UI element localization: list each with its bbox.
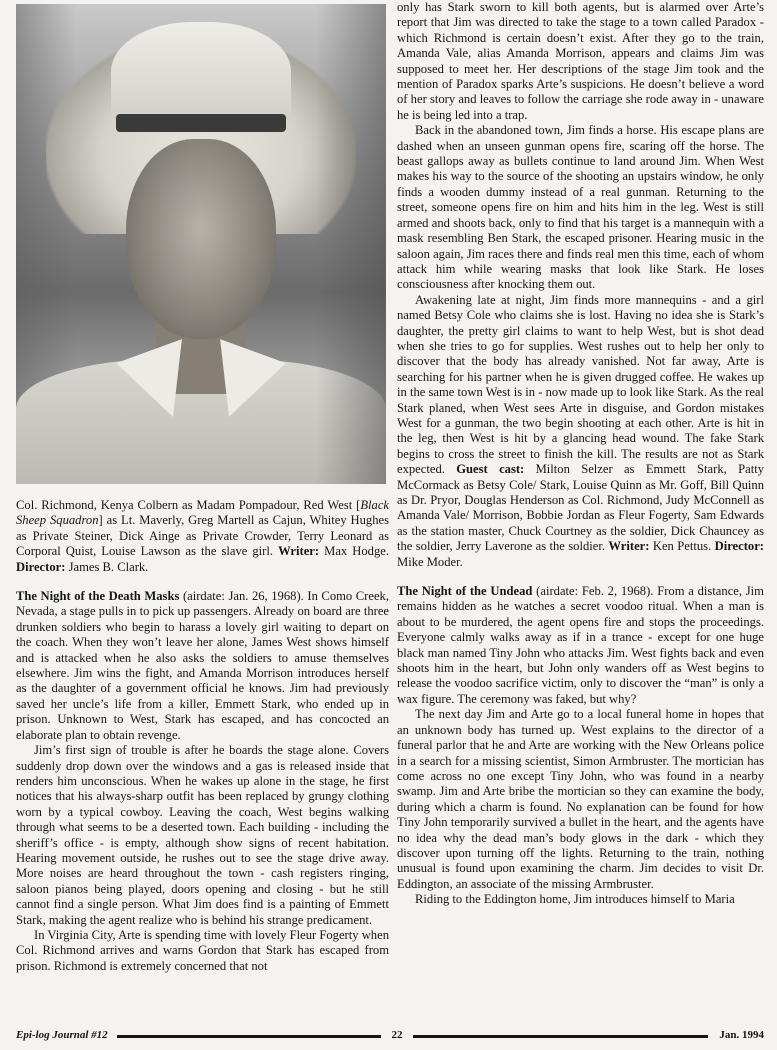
body-paragraph: only has Stark sworn to kill both agents, but is alarmed over Arte’s report that Jim was directed to take the stage to a town called Paradox - which Richmond is certain doesn’t exist. After they go to the train, Amanda Vale, alias Amanda Morrison, appears and claims Jim was supposed to meet her. Her descriptions of the stage Jim took and the mention of Paradox sparks Arte’s suspicions. He doesn’t believe a word of her story and leaves to follow the carriage she rode away in - unaware he is being led into a trap. — [397, 0, 764, 122]
body-text: Awakening late at night, Jim finds more mannequins - and a girl named Betsy Cole who claims she is lost. Having no idea she is Stark’s daughter, the pretty girl claims to want to help West, but is shot dead when she tries to go for supplies. West rushes out to help her only to discover that the body has already vanished. Not far away, Arte is searching for his partner when he is given drugged coffee. He wakes up in the same town West is in - now made up to look like Stark. As the real Stark planed, when West sees Arte in disguise, and Gordon mistakes West for a gunman, the two begin shooting at each other. Arte is hit in the leg, then West is hit by a glancing head wound. The fake Stark begins to cross the street to finish the kill. The results are not as Stark expected. — [397, 292, 764, 477]
episode-airdate: (airdate: Feb. 2, 1968). — [536, 584, 654, 599]
body-paragraph: Back in the abandoned town, Jim finds a horse. His escape plans are dashed when an unseen gunman opens fire, scaring off the horse. The beast gallops away as bullets continue to land around Jim. When West makes his way to the source of the shooting an upstairs window, he only finds a wooden dummy instead of a real gunman. Returning to the street, someone opens fire on him and hits him in the leg. West is still armed and shoots back, only to find that his target is a mannequin with a mask resembling Ben Stark, the escaped prisoner. Hearing music in the saloon again, Jim races there and finds real men this time, each of whom attack him while wearing masks that look like Stark. He loses consciousness after knocking them out. — [397, 123, 764, 292]
body-paragraph: Jim’s first sign of trouble is after he boards the stage alone. Covers suddenly drop down over the windows and a gas is released inside that renders him unconscious. When he wakes up alone in the stage, he first notices that his always-sharp outfit has been replaced by grungy clothing worn by a typical cowboy. Leaving the coach, West begins walking through what seems to be a deserted town. Each building - including the sheriff’s office - is empty, although show signs of recent habitation. Hearing movement outside, he rushes out to see the stage drive away. More noises are heard throughout the town - cash registers ringing, saloon pianos being played, doors opening and closing - but he still cannot find a single person. What Jim does find is a painting of Emmett Stark, making the agent realize who is behind his strange predicament. — [16, 743, 389, 927]
writer-label: Writer: — [608, 539, 650, 554]
director-name: Mike Moder. — [397, 554, 463, 569]
guest-cast-text: Milton Selzer as Emmett Stark, Patty McCormack as Betsy Cole/ Stark, Louise Quinn as Mr. Goff, Bill Quinn as Dr. Pryor, Douglas Henderson as Col. Richmond, Judy McConnell as Amanda Vale/ Morrison, Bobbie Jordan as Fleur Fogerty, Sam Edwards as the station master, Chuck Courtney as the soldier, Dick Chauncey as the soldier, Jerry Laverone as the soldier. — [397, 462, 765, 554]
episode-text: In Como Creek, Nevada, a stage pulls in to pick up passengers. Already on board are three drunken soldiers who begin to harass a lovely girl waiting to depart on the coach. When they won’t leave her alone, James West shows himself and is attacked when he also asks the soldiers to amuse themselves elsewhere. Jim wins the fight, and Amanda Morrison introduces herself as the daughter of a government official he knows. Jim had previously saved her uncle’s life from a killer, Emmett Stark, who ended up in prison. Unknown to West, Stark has escaped, and has concocted an elaborate plan to obtain revenge. — [16, 589, 390, 742]
writer-label: Writer: — [278, 544, 320, 559]
left-column — [16, 0, 389, 974]
credits-paragraph — [16, 498, 389, 575]
director-name: James B. Clark. — [68, 559, 149, 574]
episode-title: The Night of the Death Masks — [16, 589, 180, 604]
guest-cast-label: Guest cast: — [456, 462, 525, 477]
publication-title: Epi-log Journal #12 — [16, 1029, 108, 1041]
episode-intro-paragraph — [16, 589, 389, 743]
body-paragraph — [397, 293, 764, 570]
writer-name: Ken Pettus. — [652, 539, 712, 554]
episode-text: From a distance, Jim remains hidden as he watches a secret voodoo ritual. When a man is about to be murdered, the agent opens fire and stops the proceedings. Everyone calmly walks away as if in a trance - except for one huge black man named Tiny John who attacks Jim. West fights back and even shoots him in the heart, but John only wanders off as West begins to release the voodoo sacrifice victim, only to discover the “man” is only a wax figure. The ceremony was faked, but why? — [397, 584, 764, 706]
actor-photo — [16, 4, 386, 484]
writer-name: Max Hodge. — [324, 544, 389, 559]
body-paragraph: Riding to the Eddington home, Jim introduces himself to Maria — [415, 892, 735, 907]
issue-date: Jan. 1994 — [719, 1029, 764, 1041]
body-paragraph: In Virginia City, Arte is spending time with lovely Fleur Fogerty when Col. Richmond arrives and warns Gordon that Stark has escaped from prison. Richmond is extremely concerned that not — [16, 927, 389, 973]
right-column — [397, 0, 764, 908]
episode-title: The Night of the Undead — [397, 584, 533, 599]
body-paragraph: The next day Jim and Arte go to a local funeral home in hopes that an unknown body has turned up. West explains to the director of a funeral parlor that he and Arte are working with the New Orleans police in a search for a missing scientist, Simon Armbruster. The mortician has come across no one except Tiny John, who was found in a nearby swamp. Jim and Arte bribe the mortician so they can examine the body, during which a charm is found. No explanation can be found for how Tiny John temporarily survived a bullet in the heart, and the agents have no idea why the dead man’s body glows in the dark - which they discover upon turning off the lights. Returning to the train, nothing unusual is found upon examining the charm. Jim decides to visit Dr. Eddington, an associate of the missing Armbruster. — [397, 707, 764, 891]
footer-rule — [413, 1035, 708, 1038]
episode-intro-paragraph — [397, 584, 764, 707]
episode-airdate: (airdate: Jan. 26, 1968). — [182, 589, 304, 604]
page-number: 22 — [391, 1029, 403, 1041]
footer-rule — [117, 1035, 381, 1038]
director-label: Director: — [16, 559, 66, 574]
page-footer — [16, 1028, 764, 1044]
credits-text: Col. Richmond, Kenya Colbern as Madam Pompadour, Red West [Black Sheep Squadron] as Lt. Maverly, Greg Martell as Cajun, Whitey Hughes as Private Steiner, Dick Ainge as Private Crowder, Terry Leonard as Corporal Quist, Louise Lawson as the slave girl. — [16, 498, 389, 559]
director-label: Director: — [714, 539, 765, 554]
